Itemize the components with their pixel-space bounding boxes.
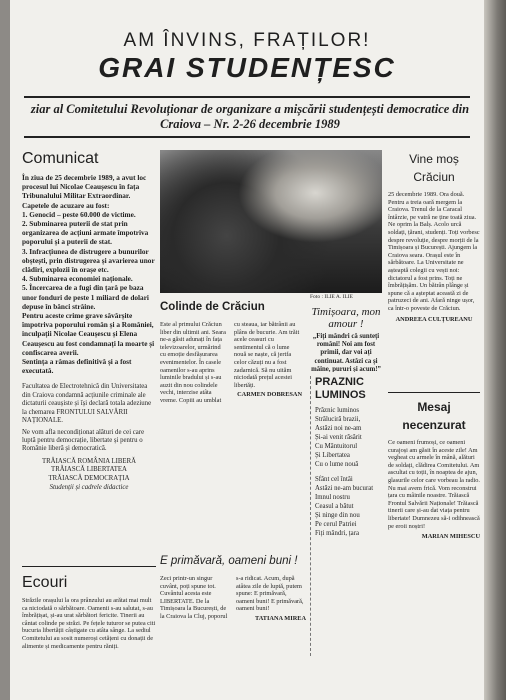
colinde-author: CARMEN DOBRESAN — [237, 391, 302, 399]
poem-line: Sfânt cel întâi — [315, 476, 353, 483]
cheer-line: TRĂIASCĂ DEMOCRAȚIA — [48, 474, 130, 482]
colinde-article — [160, 298, 302, 550]
primavara-author: TATIANA MIREA — [254, 614, 306, 622]
mesaj-rule — [388, 392, 480, 393]
praznic-poem — [310, 376, 387, 656]
mesaj-author: MARIAN MIHESCU — [421, 533, 480, 541]
poem-line: Fiți mândri, țara — [315, 530, 359, 537]
comunicat-para3: Ne vom afla necondiționat alături de cei care luptă pentru democrație, libertate și pentru o Românie liberă și democratică. — [22, 428, 145, 453]
poem-line: Pe cerul Patriei — [315, 521, 357, 528]
page-spine — [484, 0, 506, 700]
ecouri-article — [22, 574, 156, 698]
comunicat-line: 4. Subminarea economiei naționale. — [22, 274, 133, 284]
primavara-title: E primăvară, oameni buni ! — [160, 555, 298, 567]
timisoara-body: „Fiți mândri că sunteți români! Noi am fost primii, dar voi ați continuat. Astăzi ca și mâine, pururi și acum!” — [311, 333, 381, 372]
mos-craciun-body: 25 decembrie 1989. Ora două. Pentru a treia oară mergem la Craiova. Trenul de la Caracal întârzie, pe vatră ne ține toată ziua. Ne oprim la Balș. Acolo urcă soldați, țărani, studenți. Toți vorbesc despre revoluție, despre morții de la Timișoara și București. Ajungem la Craiova seara. Orașul este în sărbătoare. La Universitate ne așteaptă colegii cu vești noi: dictatorul a fost prins. Toți ne îmbrățișăm. Un bătrân plânge și spune că a așteptat această zi de patruzeci de ani. Afară ninge ușor, ca într-o poveste de Crăciun. — [388, 191, 480, 312]
comunicat-title: Comunicat — [22, 150, 99, 167]
mos-craciun-title: Vine moș Crăciun — [409, 152, 459, 184]
poem-line: Cu o lume nouă — [315, 461, 359, 468]
poem-line: Cu Mântuitorul — [315, 443, 358, 450]
colinde-title: Colinde de Crăciun — [160, 301, 265, 313]
comunicat-body — [22, 173, 156, 375]
comunicat-line: 2. Subminarea puterii de stat prin organizarea de acțiuni armate împotriva poporului și a puterii de stat. — [22, 219, 149, 247]
praznic-title: PRAZNIC LUMINOS — [315, 376, 366, 401]
primavara-article — [160, 552, 306, 698]
comunicat-line: Sentința a rămas definitivă și a fost executată. — [22, 357, 132, 376]
masthead-rule — [24, 96, 470, 98]
ecouri-title: Ecouri — [22, 574, 68, 591]
photo-caption: Foto : ILIE A. ILIE — [310, 294, 353, 300]
comunicat-line: Capetele de acuzare au fost: — [22, 200, 110, 210]
comunicat-para2: Facultatea de Electrotehnică din Universitatea din Craiova condamnă acțiunile criminale ale dictaturii ceaușiste și își declară totala adeziune la chemarea FRONTULUI SALVĂRII NAȚIONALE. — [22, 383, 152, 425]
mesaj-body: Ce oameni frumoși, ce oameni curajoși am găsit în aceste zile! Am vegheat cu armele în mână, alături de soldați, clădirea Comitetului. Am ascultat cu toții, în noaptea de ajun, glasurile celor care vorbeau la radio. Nu mai avem frică. Vom reconstrui țara cu mâinile noastre. Trăiască Frontul Salvării Naționale! Trăiască tinerii care și-au dat viața pentru libertate! Dumnezeu să-i odihnească pe eroii noștri! — [388, 439, 480, 530]
colinde-text: Este al primului Crăciun liber din ultimii ani. Seara ne-a găsit adunați în fața televizoarelor, urmărind cu emoție desfășurarea evenimentelor. În casele oamenilor s-au aprins luminile bradului și s-au auzit din nou colindele vechi, interzise atâta vreme. Copiii au umblat cu steaua, iar bătrânii au plâns de bucurie. Am trăit acele ceasuri cu sentimentul că o lume nouă se naște, că jertfa celor căzuți nu a fost zadarnică. Să nu uităm niciodată prețul acestei libertăți. — [160, 321, 300, 404]
ecouri-body: Străzile orașului la ora prânzului au arătat mai mult ca niciodată o sărbătoare. Oamenii s-au salutat, s-au îmbrățișat, și-au urat sărbători fericite. Tinerii au cântat colinde pe străzi. Pe fețele tuturor se putea citi bucuria libertății câștigate cu atâta sânge. La sediul Comitetului au sosit numeroși cetățeni cu donații de alimente și medicamente pentru răniți. — [22, 597, 156, 650]
primavara-body — [160, 575, 306, 693]
comunicat-line: În ziua de 25 decembrie 1989, a avut loc procesul lui Nicolae Ceaușescu în fața Tribunalului Militar Extraordinar. — [22, 173, 147, 201]
poem-line: Prăznic luminos — [315, 407, 359, 414]
timisoara-title: Timișoara, mon amour ! — [311, 306, 381, 330]
poem-line: Ceasul a bătut — [315, 503, 354, 510]
poem-line: Astăzi noi ne-am — [315, 425, 362, 432]
comunicat-line: 1. Genocid – peste 60.000 de victime. — [22, 209, 136, 219]
mos-craciun-article — [388, 150, 480, 388]
poem-line: Astăzi ne-am bucurat — [315, 485, 374, 492]
masthead-title: GRAI STUDENȚESC — [98, 52, 396, 83]
mesaj-title: Mesaj necenzurat — [402, 400, 466, 432]
mesaj-article — [388, 398, 480, 698]
comunicat-article — [22, 150, 156, 562]
mos-craciun-author: ANDREEA CULȚUREANU — [395, 315, 473, 323]
subtitle-rule — [24, 136, 470, 138]
crowd-photo — [160, 150, 382, 293]
cheer-line: TRĂIASCĂ LIBERTATEA — [51, 466, 127, 474]
newspaper-page — [10, 0, 484, 700]
ecouri-rule — [22, 566, 156, 567]
poem-line: Și ninge din nou — [315, 512, 360, 519]
masthead-subtitle: ziar al Comitetului Revoluționar de organizare a mișcării studențești democratice din Craiova – Nr. 2-26 decembrie 1989 — [30, 102, 470, 131]
poem-line: Și-ai venit răsărit — [315, 434, 362, 441]
poem-line: Imnul nostru — [315, 494, 350, 501]
poem-line: Și Libertatea — [315, 452, 350, 459]
comunicat-line: Pentru aceste crime grave săvârșite împotriva poporului român și a României, inculpații Nicolae Ceaușescu și Elena Ceaușescu au fost condamnați la moarte și confiscarea averii. — [22, 311, 155, 357]
comunicat-line: 5. Încercarea de a fugi din țară pe baza unor fonduri de peste 1 miliard de dolari depuse în bănci străine. — [22, 283, 149, 311]
timisoara-poem — [308, 306, 384, 372]
comunicat-line: 3. Infracțiunea de distrugere a bunurilor obștești, prin distrugerea și avarierea unor clădiri, explozii în orașe etc. — [22, 246, 155, 275]
poem-line: Străluciră brazii, — [315, 416, 361, 423]
slogan: AM ÎNVINS, FRAȚILOR! — [123, 30, 371, 51]
primavara-text: Zeci printr-un singur cuvânt, poți spune tot. Cuvântul acesta este LIBERTATE. De la Timișoara la București, de la Craiova la Cluj, poporul s-a ridicat. Acum, după atâtea zile de luptă, putem spune: E primăvară, oameni buni! E primăvară, oameni buni! — [160, 575, 304, 620]
comunicat-signature: Studenții și cadrele didactice — [49, 483, 129, 491]
colinde-body — [160, 321, 302, 546]
cheer-line: TRĂIASCĂ ROMÂNIA LIBERĂ — [41, 457, 137, 465]
comunicat-cheers — [22, 458, 156, 492]
